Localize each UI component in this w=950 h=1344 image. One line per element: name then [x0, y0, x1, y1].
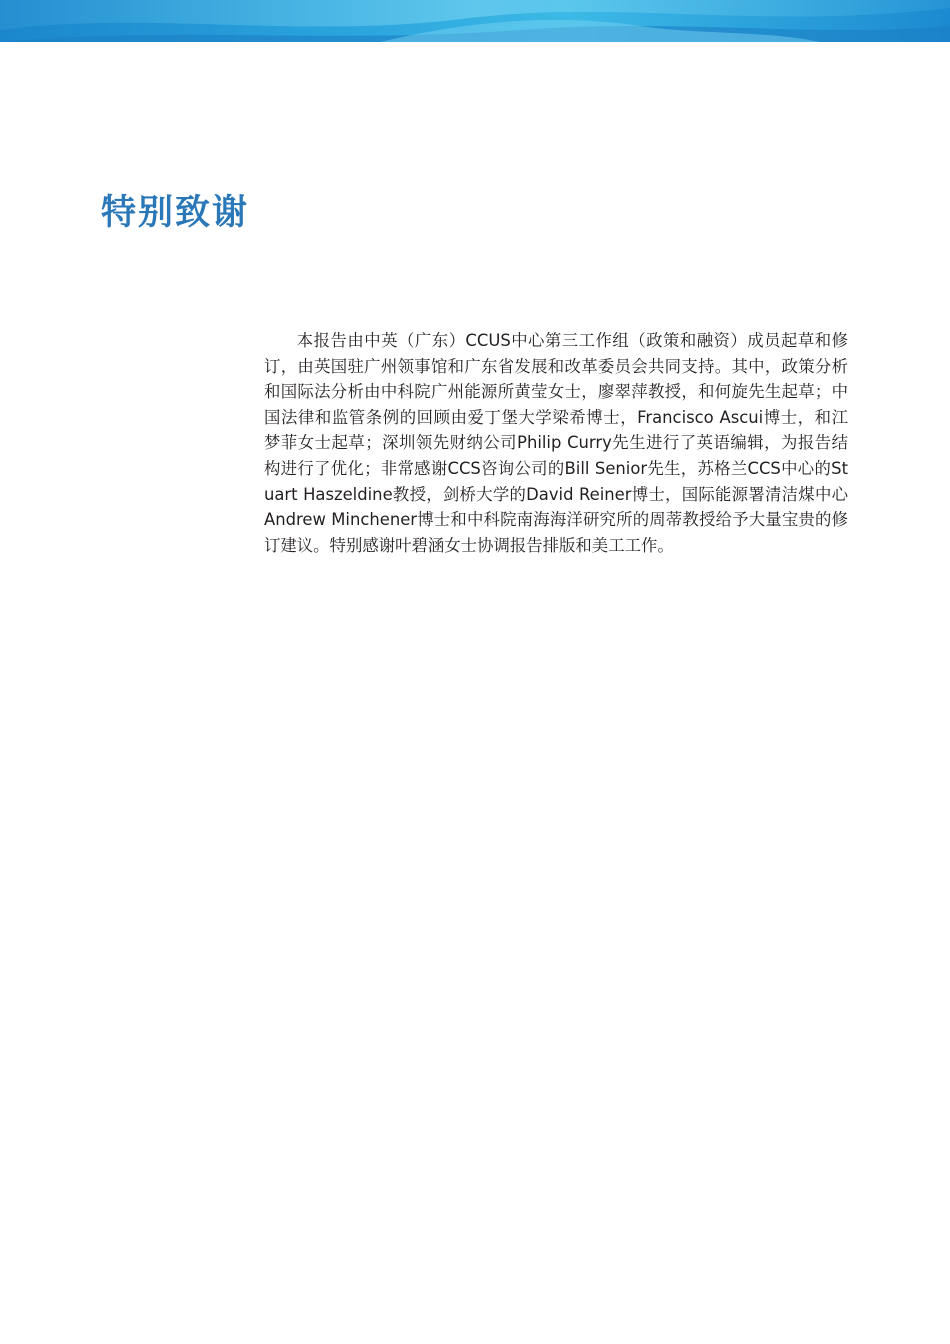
- acknowledgement-paragraph: 本报告由中英（广东）CCUS中心第三工作组（政策和融资）成员起草和修订，由英国驻广州领事馆和广东省发展和改革委员会共同支持。其中，政策分析和国际法分析由中科院广州能源所黄莹女士，廖翠萍教授，和何旋先生起草；中国法律和监管条例的回顾由爱丁堡大学梁希博士，Francisco Ascui博士，和江梦菲女士起草；深圳领先财纳公司Philip Curry先生进行了英语编辑，为报告结构进行了优化；非常感谢CCS咨询公司的Bill Senior先生，苏格兰CCS中心的Stuart Haszeldine教授，剑桥大学的David Reiner博士，国际能源署清洁煤中心Andrew Minchener博士和中科院南海海洋研究所的周蒂教授给予大量宝贵的修订建议。特别感谢叶碧涵女士协调报告排版和美工工作。: [264, 331, 848, 555]
- page-title: 特别致谢: [101, 193, 250, 233]
- wave-graphic: [0, 0, 950, 42]
- top-wave-banner: [0, 0, 950, 42]
